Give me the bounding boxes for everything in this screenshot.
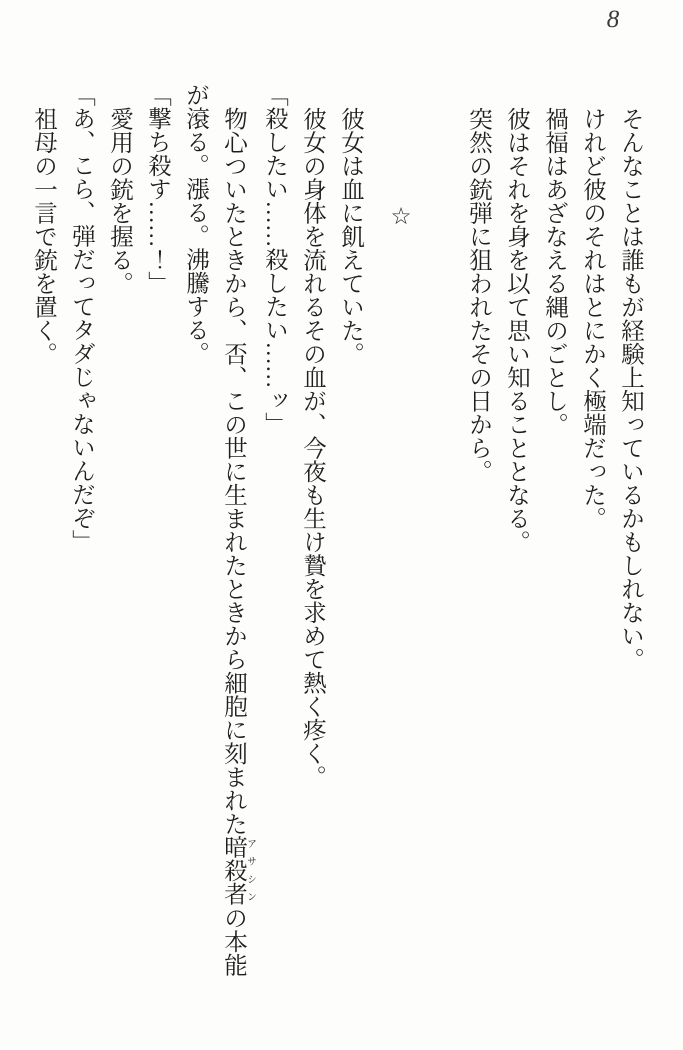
text-line (100, 83, 138, 1033)
ruby-annotated-word: 暗殺者アサシン (220, 835, 256, 906)
text-segment: けれど彼のそれはとにかく極端だった。 (579, 106, 605, 530)
text-line (214, 83, 255, 1033)
text-columns (24, 83, 649, 1033)
text-segment: 物心ついたときから、否、この世に生まれたときから細胞に刻まれた (220, 106, 246, 835)
text-line (255, 83, 293, 1033)
text-line (573, 83, 611, 1033)
furigana: アサシン (244, 835, 256, 906)
text-segment: 「あ、こら、弾だってタダじゃないんだぞ」 (68, 83, 94, 553)
text-line (176, 83, 214, 1033)
text-segment: の本能 (220, 905, 246, 976)
text-segment: ☆ (387, 202, 413, 230)
text-segment: 愛用の銃を握る。 (106, 106, 132, 295)
text-line (62, 83, 100, 1033)
text-segment: が滾る。漲る。沸騰する。 (182, 83, 208, 365)
text-line (459, 83, 497, 1033)
text-segment: 禍福はあざなえる縄のごとし。 (541, 106, 567, 436)
text-segment: 彼女は血に飢えていた。 (337, 106, 363, 365)
text-segment: 祖母の一言で銃を置く。 (30, 106, 56, 365)
text-segment: 彼はそれを身を以て思い知ることとなる。 (503, 106, 529, 553)
text-segment: 突然の銃弾に狙われたその日から。 (465, 106, 491, 483)
text-segment: 「殺したい……殺したい……ッ」 (261, 83, 287, 436)
text-line (24, 83, 62, 1033)
text-line (535, 83, 573, 1033)
text-line (293, 83, 331, 1033)
text-segment: そんなことは誰もが経験上知っているかもしれない。 (617, 106, 643, 671)
text-line (497, 83, 535, 1033)
text-segment: 彼女の身体を流れるその血が、今夜も生け贄を求めて熱く疼く。 (299, 106, 325, 788)
text-line (138, 83, 176, 1033)
text-line (611, 83, 649, 1033)
text-segment: 「撃ち殺す……！」 (144, 83, 170, 295)
page-number: 8 (606, 6, 620, 33)
text-line (331, 83, 369, 1033)
section-separator-star (381, 83, 419, 1033)
